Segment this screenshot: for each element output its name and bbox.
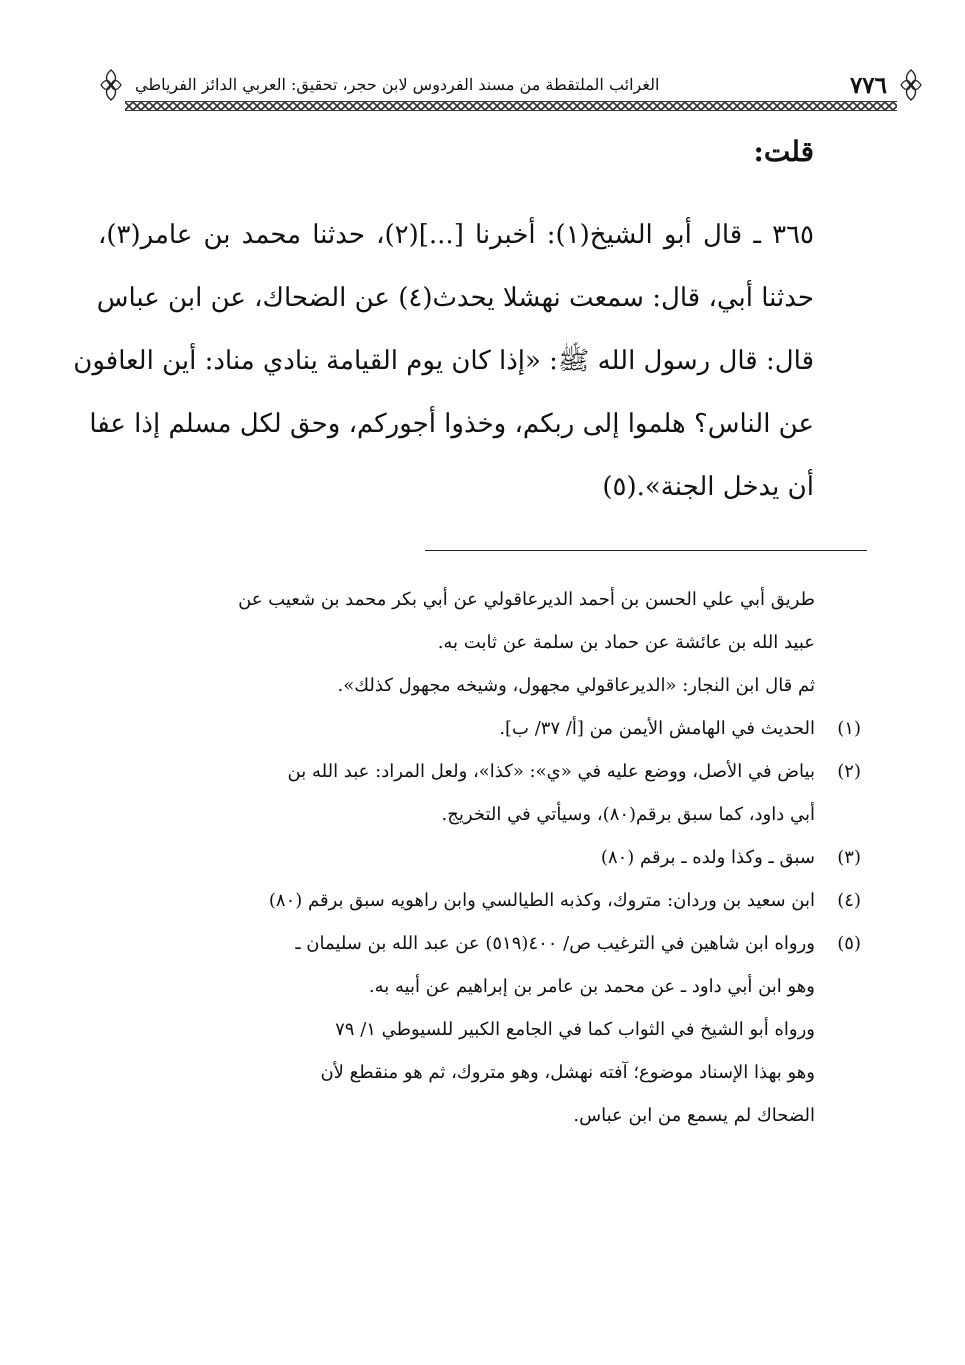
footnote-number: (٤) [837,890,861,911]
right-floral-ornament-icon [897,67,925,103]
footnote-number: (٣) [837,847,861,868]
footnote-number: (٥) [837,933,861,954]
footnote-line: ابن سعيد بن وردان: متروك، وكذبه الطيالسي وابن راهويه سبق برقم (٨٠) [268,890,815,911]
footnote-intro-line-1: طريق أبي علي الحسن بن أحمد الديرعاقولي عن أبي بكر محمد بن شعيب عن [238,589,815,610]
footnote-5 [98,922,861,1137]
footnote-line: ورواه أبو الشيخ في الثواب كما في الجامع الكبير للسيوطي ١/ ٧٩ [335,1019,815,1040]
main-text-line-4: عن الناس؟ هلموا إلى ربكم، وخذوا أجوركم، وحق لكل مسلم إذا عفا [89,409,814,439]
footnote-number: (١) [837,718,861,739]
running-header-title: الغرائب الملتقطة من مسند الفردوس لابن حجر، تحقيق: العربي الدائز الفرياطي [135,75,660,94]
footnote-4 [98,879,861,922]
footnote-text [98,879,815,922]
footnote-3 [98,836,861,879]
footnote-line: أبي داود، كما سبق برقم(٨٠)، وسيأتي في التخريج. [441,804,815,825]
footnote-text [98,750,815,836]
main-text [73,126,815,519]
footnote-line: الضحاك لم يسمع من ابن عباس. [573,1105,815,1126]
footnote-text [98,707,815,750]
footnote-text [98,836,815,879]
footnote-line: الحديث في الهامش الأيمن من [أ/ ٣٧/ ب]. [499,718,815,739]
main-text-line-3: قال: قال رسول الله ﷺ: «إذا كان يوم القيامة ينادي مناد: أين العافون [73,346,814,376]
main-text-line-2: حدثنا أبي، قال: سمعت نهشلا يحدث(٤) عن الضحاك، عن ابن عباس [96,283,814,313]
page-number: ٧٧٦ [849,71,887,99]
section-heading: قلت: [753,135,814,168]
footnote-number: (٢) [837,761,861,782]
footnote-2 [98,750,861,836]
footnotes [98,578,861,1137]
footnote-line: وهو ابن أبي داود ـ عن محمد بن عامر بن إبراهيم عن أبيه به. [368,976,815,997]
footnote-1 [98,707,861,750]
footnote-line: وهو بهذا الإسناد موضوع؛ آفته نهشل، وهو متروك، ثم هو منقطع لأن [320,1062,815,1083]
main-text-line-5: أن يدخل الجنة».(٥) [602,472,814,502]
main-text-line-1: ٣٦٥ ـ قال أبو الشيخ(١): أخبرنا [...](٢)، حدثنا محمد بن عامر(٣)، [98,220,815,250]
footnote-intro-line-3: ثم قال ابن النجار: «الديرعاقولي مجهول، وشيخه مجهول كذلك». [337,675,815,696]
footnote-line: بياض في الأصل، ووضع عليه في «ي»: «كذا»، ولعل المراد: عبد الله بن [287,761,815,782]
footnote-divider [425,550,867,551]
decorative-header-rule [125,101,897,111]
footnote-line: ورواه ابن شاهين في الترغيب ص/ ٤٠٠(٥١٩) عن عبد الله بن سليمان ـ [295,933,815,954]
footnote-intro-line-2: عبيد الله بن عائشة عن حماد بن سلمة عن ثابت به. [437,632,815,653]
footnote-line: سبق ـ وكذا ولده ـ برقم (٨٠) [600,847,815,868]
left-floral-ornament-icon [97,67,125,103]
footnote-text [98,922,815,1137]
